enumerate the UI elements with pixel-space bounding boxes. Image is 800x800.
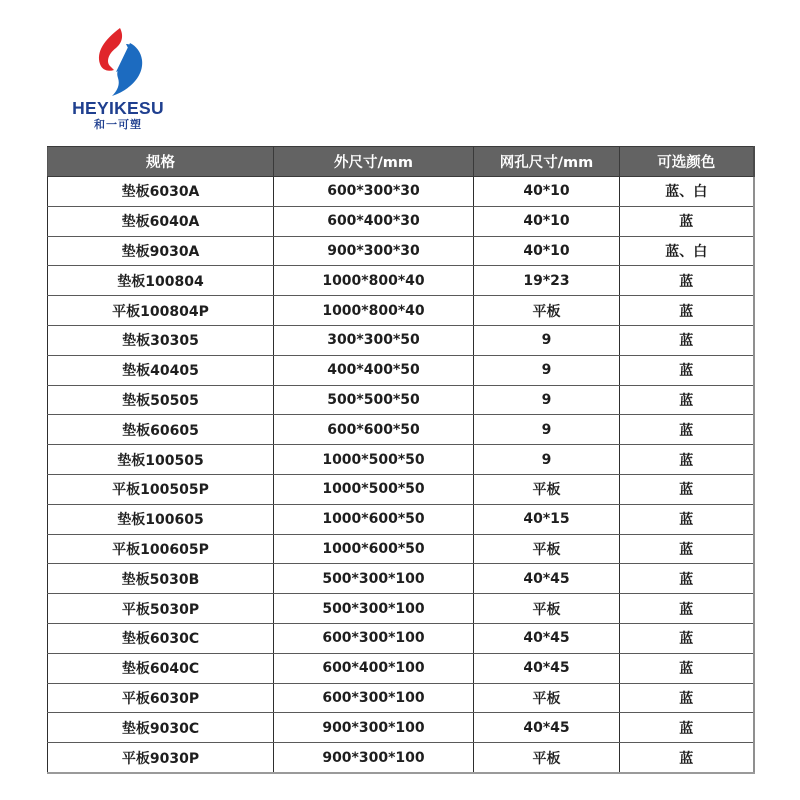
table-row: [48, 504, 754, 534]
heyikesu-logo-icon: [90, 26, 150, 98]
table-row: [48, 534, 754, 564]
cell-colors: 蓝: [620, 683, 754, 713]
cell-mesh-size: 9: [474, 325, 620, 355]
cell-spec: 垫板6040A: [48, 206, 274, 236]
table-row: [48, 206, 754, 236]
cell-outer-size: 900*300*100: [274, 713, 474, 743]
table-row: [48, 564, 754, 594]
cell-outer-size: 1000*800*40: [274, 296, 474, 326]
header-spec: 规格: [48, 147, 274, 177]
table-row: [48, 296, 754, 326]
cell-colors: 蓝: [620, 415, 754, 445]
cell-outer-size: 1000*600*50: [274, 534, 474, 564]
cell-colors: 蓝: [620, 594, 754, 624]
cell-outer-size: 900*300*100: [274, 743, 474, 773]
table-row: [48, 594, 754, 624]
table-row: [48, 355, 754, 385]
cell-outer-size: 600*400*30: [274, 206, 474, 236]
cell-outer-size: 600*300*30: [274, 177, 474, 207]
cell-outer-size: 500*500*50: [274, 385, 474, 415]
table-row: [48, 177, 754, 207]
header-outer-size: 外尺寸/mm: [274, 147, 474, 177]
cell-colors: 蓝: [620, 474, 754, 504]
cell-spec: 平板6030P: [48, 683, 274, 713]
cell-outer-size: 300*300*50: [274, 325, 474, 355]
cell-mesh-size: 平板: [474, 594, 620, 624]
table-row: [48, 623, 754, 653]
cell-spec: 平板9030P: [48, 743, 274, 773]
cell-colors: 蓝: [620, 534, 754, 564]
cell-colors: 蓝: [620, 564, 754, 594]
cell-colors: 蓝: [620, 713, 754, 743]
cell-colors: 蓝: [620, 296, 754, 326]
cell-mesh-size: 40*10: [474, 177, 620, 207]
cell-spec: 垫板100605: [48, 504, 274, 534]
cell-outer-size: 600*400*100: [274, 653, 474, 683]
cell-spec: 平板100605P: [48, 534, 274, 564]
cell-colors: 蓝: [620, 206, 754, 236]
cell-colors: 蓝: [620, 623, 754, 653]
cell-spec: 垫板100505: [48, 445, 274, 475]
table-row: [48, 325, 754, 355]
cell-spec: 平板100505P: [48, 474, 274, 504]
cell-spec: 垫板60605: [48, 415, 274, 445]
cell-colors: 蓝: [620, 325, 754, 355]
cell-spec: 垫板9030A: [48, 236, 274, 266]
cell-spec: 垫板50505: [48, 385, 274, 415]
cell-outer-size: 1000*600*50: [274, 504, 474, 534]
cell-mesh-size: 19*23: [474, 266, 620, 296]
cell-colors: 蓝: [620, 743, 754, 773]
header-colors: 可选颜色: [620, 147, 754, 177]
table-row: [48, 385, 754, 415]
cell-mesh-size: 40*10: [474, 236, 620, 266]
cell-mesh-size: 40*45: [474, 623, 620, 653]
cell-mesh-size: 平板: [474, 534, 620, 564]
table-row: [48, 266, 754, 296]
cell-spec: 垫板5030B: [48, 564, 274, 594]
cell-spec: 垫板6040C: [48, 653, 274, 683]
cell-mesh-size: 40*45: [474, 564, 620, 594]
cell-outer-size: 1000*500*50: [274, 445, 474, 475]
spec-table: [47, 146, 755, 774]
cell-colors: 蓝: [620, 266, 754, 296]
brand-name-en: HEYIKESU: [72, 98, 164, 118]
cell-mesh-size: 40*15: [474, 504, 620, 534]
cell-mesh-size: 40*10: [474, 206, 620, 236]
header-mesh-size: 网孔尺寸/mm: [474, 147, 620, 177]
table-row: [48, 713, 754, 743]
cell-outer-size: 1000*500*50: [274, 474, 474, 504]
cell-mesh-size: 40*45: [474, 713, 620, 743]
cell-outer-size: 900*300*30: [274, 236, 474, 266]
cell-spec: 垫板40405: [48, 355, 274, 385]
cell-spec: 平板100804P: [48, 296, 274, 326]
cell-outer-size: 600*300*100: [274, 623, 474, 653]
cell-outer-size: 600*600*50: [274, 415, 474, 445]
cell-outer-size: 1000*800*40: [274, 266, 474, 296]
cell-outer-size: 500*300*100: [274, 564, 474, 594]
cell-mesh-size: 平板: [474, 743, 620, 773]
cell-colors: 蓝: [620, 445, 754, 475]
cell-outer-size: 500*300*100: [274, 594, 474, 624]
cell-spec: 垫板100804: [48, 266, 274, 296]
brand-logo: [58, 24, 178, 134]
cell-spec: 垫板30305: [48, 325, 274, 355]
cell-spec: 垫板6030A: [48, 177, 274, 207]
table-body: [48, 177, 754, 773]
cell-mesh-size: 平板: [474, 474, 620, 504]
brand-name-cn: 和一可塑: [94, 118, 142, 131]
cell-outer-size: 600*300*100: [274, 683, 474, 713]
cell-mesh-size: 平板: [474, 296, 620, 326]
cell-colors: 蓝: [620, 653, 754, 683]
table-row: [48, 743, 754, 773]
cell-spec: 平板5030P: [48, 594, 274, 624]
cell-colors: 蓝: [620, 355, 754, 385]
cell-mesh-size: 9: [474, 385, 620, 415]
table-row: [48, 415, 754, 445]
cell-outer-size: 400*400*50: [274, 355, 474, 385]
cell-colors: 蓝、白: [620, 177, 754, 207]
cell-mesh-size: 40*45: [474, 653, 620, 683]
cell-spec: 垫板9030C: [48, 713, 274, 743]
table-row: [48, 445, 754, 475]
cell-mesh-size: 平板: [474, 683, 620, 713]
cell-mesh-size: 9: [474, 355, 620, 385]
table-row: [48, 653, 754, 683]
cell-colors: 蓝: [620, 385, 754, 415]
table-row: [48, 683, 754, 713]
cell-colors: 蓝、白: [620, 236, 754, 266]
table-row: [48, 236, 754, 266]
cell-mesh-size: 9: [474, 445, 620, 475]
cell-mesh-size: 9: [474, 415, 620, 445]
cell-colors: 蓝: [620, 504, 754, 534]
table-header-row: [48, 147, 754, 177]
cell-spec: 垫板6030C: [48, 623, 274, 653]
table-row: [48, 474, 754, 504]
